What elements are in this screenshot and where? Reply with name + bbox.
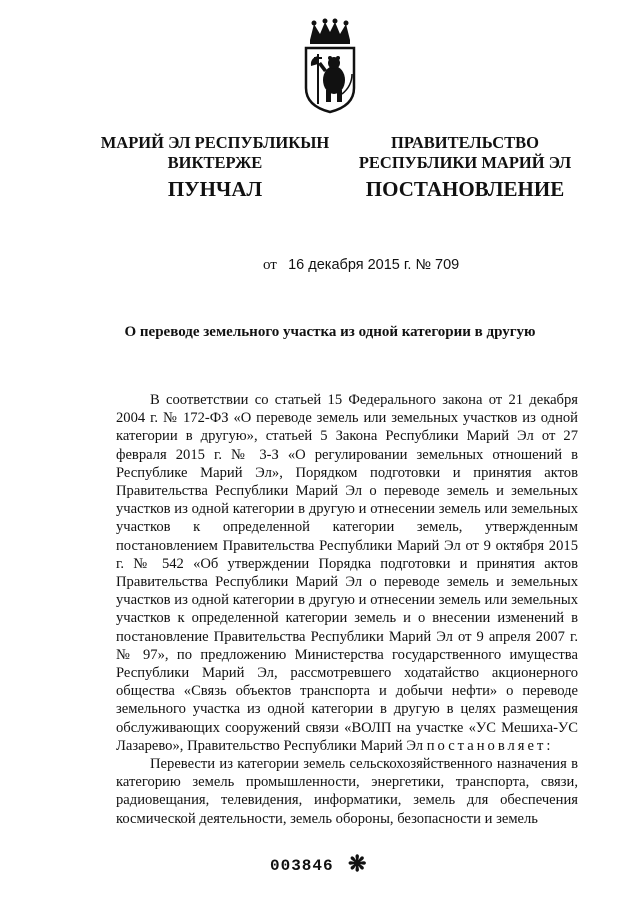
coat-of-arms-icon (296, 18, 364, 114)
decree-word: постановляет: (426, 737, 554, 754)
header-left-line1: МАРИЙ ЭЛ РЕСПУБЛИКЫН (100, 133, 330, 152)
header-right-line1: ПРАВИТЕЛЬСТВО (391, 133, 539, 152)
document-body (116, 391, 578, 828)
header-right-block (350, 133, 580, 173)
doc-type-mari: ПУНЧАЛ (167, 177, 263, 201)
body-paragraph-1-text: В соответствии со статьей 15 Федерального закона от 21 декабря 2004 г. № 172-ФЗ «О переводе земель или земельных участков из одной категории в другую», статьей 5 Закона Республики Марий Эл от 27 февраля 2015 г. № 3-З «О регулировании земельных отношений в Республике Марий Эл», Порядком подготовки и принятия актов Правительства Республики Марий Эл о переводе земель и земельных участков из одной категории в другую и отнесении земель или земельных участков к определенной категории земель, утвержденным постановлением Правительства Республики Марий Эл от 9 октября 2015 г. № 542 «Об утверждении Порядка подготовки и принятия актов Правительства Республики Марий Эл о переводе земель и земельных участков из одной категории в другую и отнесении земель или земельных участков к определенной категории земель и о внесении изменений в постановление Правительства Республики Марий Эл от 9 апреля 2007 г. № 97», по предложению Министерства государственного имущества Республики Марий Эл, рассмотревшего ходатайство акционерного общества «Связь объектов транспорта и добычи нефти» о переводе земельного участка из одной категории в другую в целях размещения обслуживающих сооружений связи «ВОЛП на участке «УС Мешиха-УС Лазарево», Правительство Республики Марий Эл (116, 392, 578, 754)
document-subject: О переводе земельного участка из одной категории в другую (124, 324, 536, 340)
date-line (263, 257, 459, 274)
body-paragraph-2: Перевести из категории земель сельскохозяйственного назначения в категорию земель промышленности, энергетики, транспорта, связи, радиовещания, телевидения, информатики, земель для обеспечения космической деятельности, земель обороны, безопасности и земель (116, 756, 578, 827)
header-right-line2: РЕСПУБЛИКИ МАРИЙ ЭЛ (358, 153, 572, 172)
doc-type-russian: ПОСТАНОВЛЕНИЕ (365, 177, 565, 201)
asterisk-mark: ❋ (348, 851, 367, 876)
date-value: 16 декабря 2015 г. № 709 (288, 257, 460, 273)
serial-number: 003846 (270, 857, 334, 875)
body-paragraph-1 (116, 391, 578, 755)
header-left-line2: ВИКТЕРЖЕ (167, 153, 263, 172)
header-left-block (100, 133, 330, 173)
date-prefix: от (263, 257, 277, 273)
